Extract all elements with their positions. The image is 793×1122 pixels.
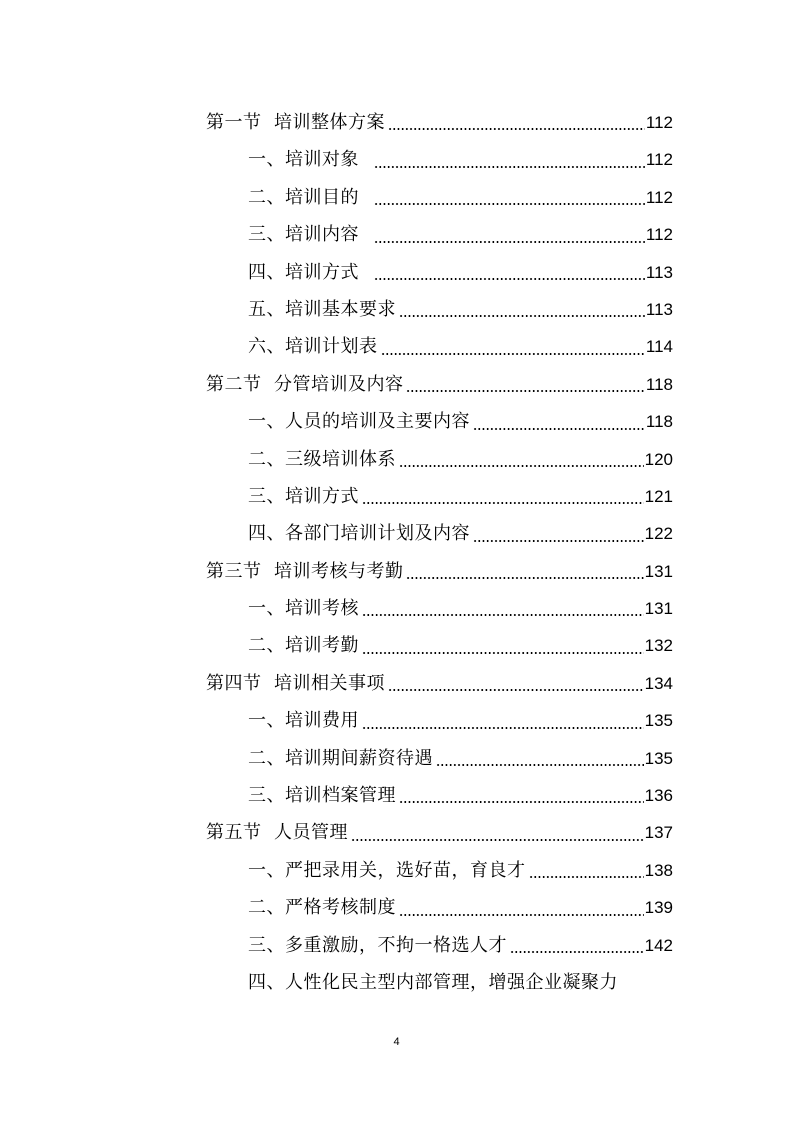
toc-dot-leader: [388, 689, 644, 691]
toc-dot-leader: [374, 203, 644, 205]
toc-entry-label: 二、培训期间薪资待遇: [248, 747, 433, 769]
toc-subsection-entry[interactable]: [206, 777, 673, 814]
table-of-contents: [206, 104, 673, 1001]
toc-entry-page-number: 114: [645, 337, 673, 357]
toc-subsection-entry[interactable]: [206, 889, 673, 926]
toc-subsection-entry[interactable]: [206, 403, 673, 440]
toc-entry-page-number: 112: [645, 150, 673, 170]
toc-dot-leader: [473, 540, 644, 542]
toc-entry-label: 三、多重激励，不拘一格选人才: [248, 934, 507, 956]
toc-dot-leader: [362, 614, 644, 616]
toc-dot-leader: [399, 914, 644, 916]
toc-subsection-entry[interactable]: [206, 216, 673, 253]
toc-subsection-entry[interactable]: [206, 627, 673, 664]
page-number: 4: [393, 1036, 400, 1048]
toc-subsection-entry[interactable]: [206, 927, 673, 964]
toc-subsection-entry[interactable]: [206, 590, 673, 627]
toc-dot-leader: [399, 465, 644, 467]
toc-dot-leader: [399, 801, 644, 803]
toc-section-entry[interactable]: [206, 665, 673, 702]
toc-subsection-entry[interactable]: [206, 441, 673, 478]
toc-entry-label: 三、培训内容: [248, 224, 372, 246]
toc-entry-label: 六、培训计划表: [248, 336, 378, 358]
toc-entry-page-number: 142: [644, 935, 673, 955]
toc-entry-label: 一、人员的培训及主要内容: [248, 411, 470, 433]
toc-dot-leader: [381, 353, 645, 355]
toc-section-entry[interactable]: [206, 104, 673, 141]
toc-subsection-entry[interactable]: [206, 141, 673, 178]
toc-entry-label: 四、培训方式: [248, 261, 372, 283]
toc-entry-label: 二、培训目的: [248, 186, 372, 208]
toc-dot-leader: [510, 951, 644, 953]
toc-entry-page-number: 120: [644, 449, 673, 469]
toc-entry-label: 第五节 人员管理: [206, 822, 348, 844]
toc-subsection-entry[interactable]: [206, 328, 673, 365]
toc-entry-label: 一、培训对象: [248, 149, 372, 171]
toc-entry-label: 第四节 培训相关事项: [206, 672, 385, 694]
toc-entry-page-number: 122: [644, 524, 673, 544]
toc-subsection-entry[interactable]: [206, 515, 673, 552]
toc-subsection-entry[interactable]: [206, 852, 673, 889]
toc-section-entry[interactable]: [206, 366, 673, 403]
toc-entry-label: 一、严把录用关，选好苗，育良才: [248, 859, 526, 881]
toc-entry-page-number: 113: [645, 299, 673, 319]
toc-entry-page-number: 135: [644, 748, 673, 768]
toc-entry-page-number: 137: [644, 823, 673, 843]
toc-entry-label: 一、培训考核: [248, 598, 359, 620]
toc-entry-label: 二、培训考勤: [248, 635, 359, 657]
toc-entry-page-number: 112: [645, 225, 673, 245]
toc-dot-leader: [374, 241, 644, 243]
toc-entry-label: 二、三级培训体系: [248, 448, 396, 470]
toc-dot-leader: [362, 652, 644, 654]
toc-entry-label: 第二节 分管培训及内容: [206, 373, 404, 395]
toc-entry-page-number: 118: [645, 374, 673, 394]
toc-entry-page-number: 118: [645, 412, 673, 432]
toc-entry-label: 五、培训基本要求: [248, 298, 396, 320]
toc-dot-leader: [388, 128, 645, 130]
toc-dot-leader: [399, 315, 645, 317]
toc-dot-leader: [406, 390, 644, 392]
toc-entry-page-number: 132: [644, 636, 673, 656]
toc-entry-label: 第一节 培训整体方案: [206, 111, 385, 133]
toc-entry-page-number: 112: [645, 112, 673, 132]
toc-entry-label: 一、培训费用: [248, 710, 359, 732]
toc-entry-page-number: 131: [644, 599, 673, 619]
toc-subsection-entry[interactable]: [206, 179, 673, 216]
toc-entry-label: 三、培训方式: [248, 485, 359, 507]
toc-entry-page-number: 134: [644, 673, 673, 693]
toc-entry-label: 三、培训档案管理: [248, 785, 396, 807]
toc-entry-page-number: 113: [645, 262, 673, 282]
toc-dot-leader: [436, 764, 644, 766]
toc-entry-page-number: 112: [645, 187, 673, 207]
toc-subsection-entry[interactable]: [206, 478, 673, 515]
toc-entry-label: 四、人性化民主型内部管理，增强企业凝聚力: [248, 971, 618, 993]
toc-dot-leader: [351, 839, 644, 841]
toc-subsection-entry[interactable]: [206, 964, 673, 1001]
toc-subsection-entry[interactable]: [206, 291, 673, 328]
toc-subsection-entry[interactable]: [206, 702, 673, 739]
toc-entry-page-number: 135: [644, 711, 673, 731]
toc-dot-leader: [362, 502, 644, 504]
toc-dot-leader: [374, 166, 644, 168]
toc-entry-label: 第三节 培训考核与考勤: [206, 560, 404, 582]
toc-entry-page-number: 121: [644, 486, 673, 506]
toc-entry-page-number: 136: [644, 786, 673, 806]
toc-dot-leader: [374, 278, 644, 280]
toc-subsection-entry[interactable]: [206, 740, 673, 777]
toc-entry-label: 四、各部门培训计划及内容: [248, 523, 470, 545]
toc-dot-leader: [529, 876, 644, 878]
toc-dot-leader: [362, 727, 644, 729]
toc-entry-page-number: 138: [644, 860, 673, 880]
toc-dot-leader: [406, 577, 643, 579]
toc-dot-leader: [473, 428, 645, 430]
toc-section-entry[interactable]: [206, 814, 673, 851]
toc-entry-page-number: 131: [644, 561, 673, 581]
toc-section-entry[interactable]: [206, 553, 673, 590]
toc-subsection-entry[interactable]: [206, 254, 673, 291]
toc-entry-label: 二、严格考核制度: [248, 897, 396, 919]
toc-entry-page-number: 139: [644, 898, 673, 918]
